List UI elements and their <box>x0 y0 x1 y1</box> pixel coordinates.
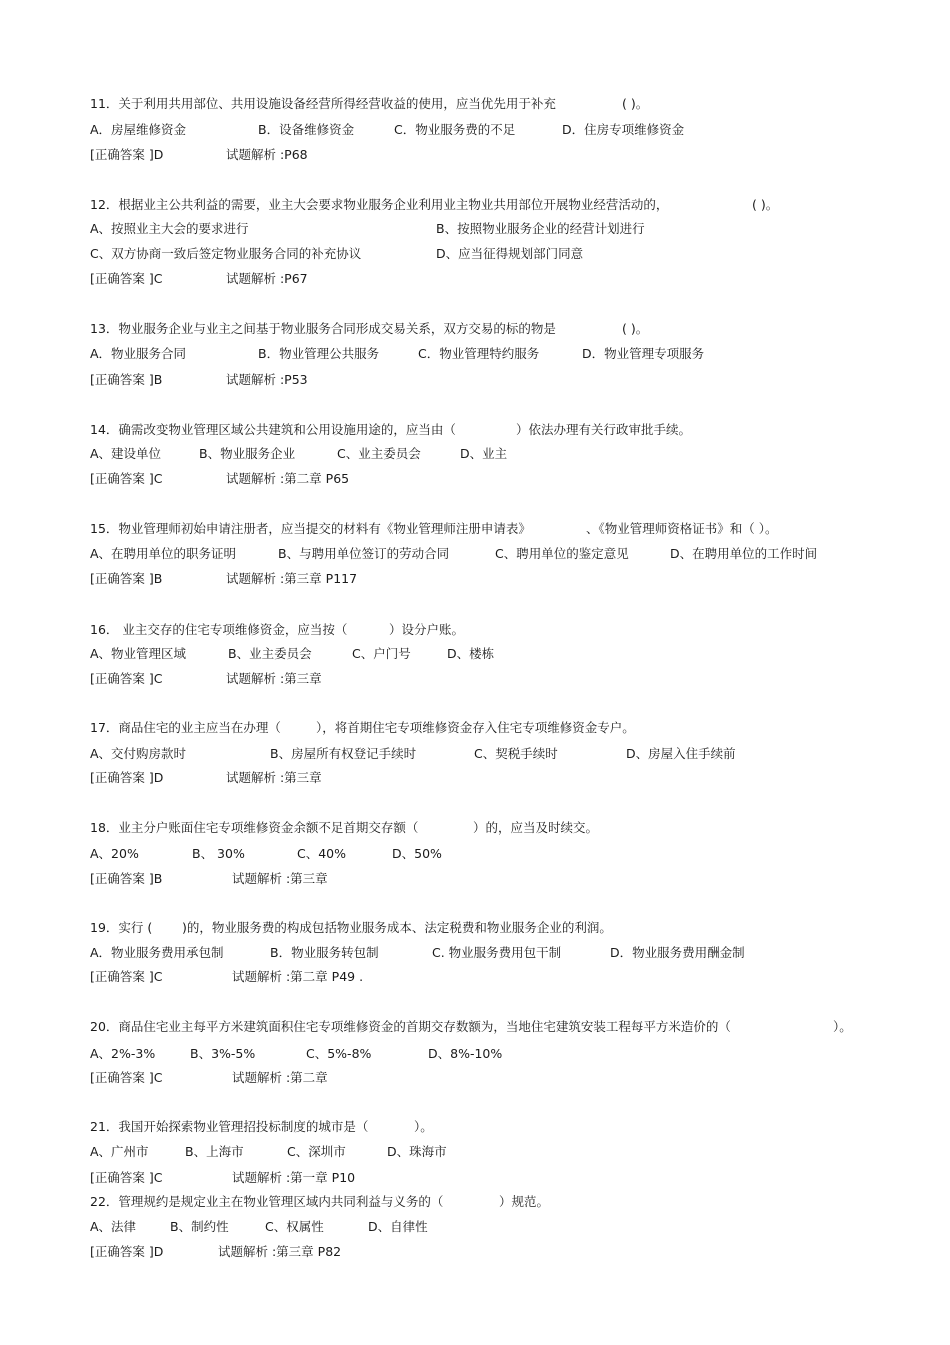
question-stem: 16． 业主交存的住宅专项维修资金，应当按（ <box>90 622 348 637</box>
option-b: B、物业服务企业 <box>199 446 296 461</box>
correct-answer: [正确答案 ]C <box>90 471 163 486</box>
answer-blank: ( )。 <box>622 321 649 336</box>
option-a: A．物业服务合同 <box>90 346 187 361</box>
option-d: D．物业管理专项服务 <box>582 346 705 361</box>
option-a: A．物业服务费用承包制 <box>90 945 224 960</box>
option-d: D、珠海市 <box>387 1144 447 1159</box>
option-c: C．物业管理特约服务 <box>418 346 540 361</box>
correct-answer: [正确答案 ]C <box>90 1170 163 1185</box>
option-d: D．住房专项维修资金 <box>562 122 685 137</box>
correct-answer: [正确答案 ]B <box>90 571 163 586</box>
option-d: D、业主 <box>460 446 508 461</box>
option-d: D、自律性 <box>368 1219 428 1234</box>
answer-blank: ），将首期住宅专项维修资金存入住宅专项维修资金专户。 <box>316 720 635 735</box>
option-d: D．物业服务费用酬金制 <box>610 945 745 960</box>
question-stem: 12．根据业主公共利益的需要，业主大会要求物业服务企业利用业主物业共用部位开展物业经营活动的， <box>90 197 669 212</box>
question-stem: 21．我国开始探索物业管理招投标制度的城市是（ <box>90 1119 369 1134</box>
option-c: C. 物业服务费用包干制 <box>432 945 562 960</box>
option-c: C、聘用单位的鉴定意见 <box>495 546 629 561</box>
correct-answer: [正确答案 ]B <box>90 372 163 387</box>
option-b: B．物业服务转包制 <box>270 945 379 960</box>
option-b: B．设备维修资金 <box>258 122 355 137</box>
option-a: A、按照业主大会的要求进行 <box>90 221 249 236</box>
option-a: A、建设单位 <box>90 446 162 461</box>
option-d: D、50% <box>392 846 442 861</box>
option-c: C．物业服务费的不足 <box>394 122 516 137</box>
answer-blank: ）设分户账。 <box>389 622 465 637</box>
analysis: 试题解析 :第二章 <box>232 1070 328 1085</box>
question-stem: 13．物业服务企业与业主之间基于物业服务合同形成交易关系，双方交易的标的物是 <box>90 321 556 336</box>
option-c: C、权属性 <box>265 1219 324 1234</box>
option-d: D、应当征得规划部门同意 <box>436 246 584 261</box>
answer-blank: ( )。 <box>752 197 779 212</box>
question-stem: 11．关于利用共用部位、共用设施设备经营所得经营收益的使用，应当优先用于补充 <box>90 96 556 111</box>
analysis: 试题解析 :P53 <box>226 372 308 387</box>
correct-answer: [正确答案 ]B <box>90 871 163 886</box>
option-b: B．物业管理公共服务 <box>258 346 380 361</box>
question-stem: 17．商品住宅的业主应当在办理（ <box>90 720 281 735</box>
analysis: 试题解析 :P67 <box>226 271 308 286</box>
option-c: C、业主委员会 <box>337 446 421 461</box>
correct-answer: [正确答案 ]D <box>90 770 164 785</box>
analysis: 试题解析 :第二章 P49 . <box>232 969 364 984</box>
answer-blank: ）依法办理有关行政审批手续。 <box>516 422 692 437</box>
question-stem: 20．商品住宅业主每平方米建筑面积住宅专项维修资金的首期交存数额为，当地住宅建筑安装工程每平方米造价的（ <box>90 1019 731 1034</box>
analysis: 试题解析 :第三章 P117 <box>226 571 358 586</box>
answer-blank: 、《物业管理师资格证书》和（ ）。 <box>586 521 778 536</box>
answer-blank: ）。 <box>414 1119 433 1134</box>
option-a: A、广州市 <box>90 1144 149 1159</box>
answer-blank: ）。 <box>833 1019 852 1034</box>
answer-blank: ）的，应当及时续交。 <box>473 820 599 835</box>
option-d: D、8%-10% <box>428 1046 503 1061</box>
option-c: C、5%-8% <box>306 1046 372 1061</box>
option-b: B、上海市 <box>185 1144 244 1159</box>
option-a: A、交付购房款时 <box>90 746 187 761</box>
analysis: 试题解析 :第一章 P10 <box>232 1170 356 1185</box>
analysis: 试题解析 :P68 <box>226 147 308 162</box>
analysis: 试题解析 :第三章 <box>226 671 322 686</box>
option-c: C、户门号 <box>352 646 411 661</box>
correct-answer: [正确答案 ]C <box>90 969 163 984</box>
analysis: 试题解析 :第三章 P82 <box>218 1244 342 1259</box>
option-b: B、与聘用单位签订的劳动合同 <box>278 546 450 561</box>
question-stem: 14．确需改变物业管理区域公共建筑和公用设施用途的，应当由（ <box>90 422 456 437</box>
option-c: C、双方协商一致后签定物业服务合同的补充协议 <box>90 246 362 261</box>
answer-blank: ( )。 <box>622 96 649 111</box>
option-d: D、在聘用单位的工作时间 <box>670 546 818 561</box>
correct-answer: [正确答案 ]D <box>90 1244 164 1259</box>
correct-answer: [正确答案 ]C <box>90 271 163 286</box>
analysis: 试题解析 :第三章 <box>232 871 328 886</box>
question-stem: 19．实行 ( <box>90 920 153 935</box>
option-a: A、在聘用单位的职务证明 <box>90 546 237 561</box>
question-stem: 18．业主分户账面住宅专项维修资金余额不足首期交存额（ <box>90 820 419 835</box>
option-d: D、房屋入住手续前 <box>626 746 736 761</box>
option-b: B、制约性 <box>170 1219 229 1234</box>
correct-answer: [正确答案 ]C <box>90 1070 163 1085</box>
option-b: B、业主委员会 <box>228 646 312 661</box>
option-a: A、物业管理区域 <box>90 646 187 661</box>
analysis: 试题解析 :第二章 P65 <box>226 471 350 486</box>
option-a: A．房屋维修资金 <box>90 122 187 137</box>
question-stem: 15．物业管理师初始申请注册者，应当提交的材料有《物业管理师注册申请表》 <box>90 521 531 536</box>
option-b: B、房屋所有权登记手续时 <box>270 746 417 761</box>
option-b: B、3%-5% <box>190 1046 256 1061</box>
option-a: A、法律 <box>90 1219 137 1234</box>
option-c: C、深圳市 <box>287 1144 346 1159</box>
option-d: D、楼栋 <box>447 646 495 661</box>
correct-answer: [正确答案 ]D <box>90 147 164 162</box>
analysis: 试题解析 :第三章 <box>226 770 322 785</box>
option-a: A、2%-3% <box>90 1046 156 1061</box>
correct-answer: [正确答案 ]C <box>90 671 163 686</box>
answer-blank: ）规范。 <box>499 1194 550 1209</box>
option-c: C、40% <box>297 846 347 861</box>
option-a: A、20% <box>90 846 139 861</box>
option-b: B、 30% <box>192 846 245 861</box>
option-c: C、契税手续时 <box>474 746 558 761</box>
option-b: B、按照物业服务企业的经营计划进行 <box>436 221 645 236</box>
question-stem: 22．管理规约是规定业主在物业管理区域内共同利益与义务的（ <box>90 1194 444 1209</box>
answer-blank: )的，物业服务费的构成包括物业服务成本、法定税费和物业服务企业的利润。 <box>182 920 612 935</box>
